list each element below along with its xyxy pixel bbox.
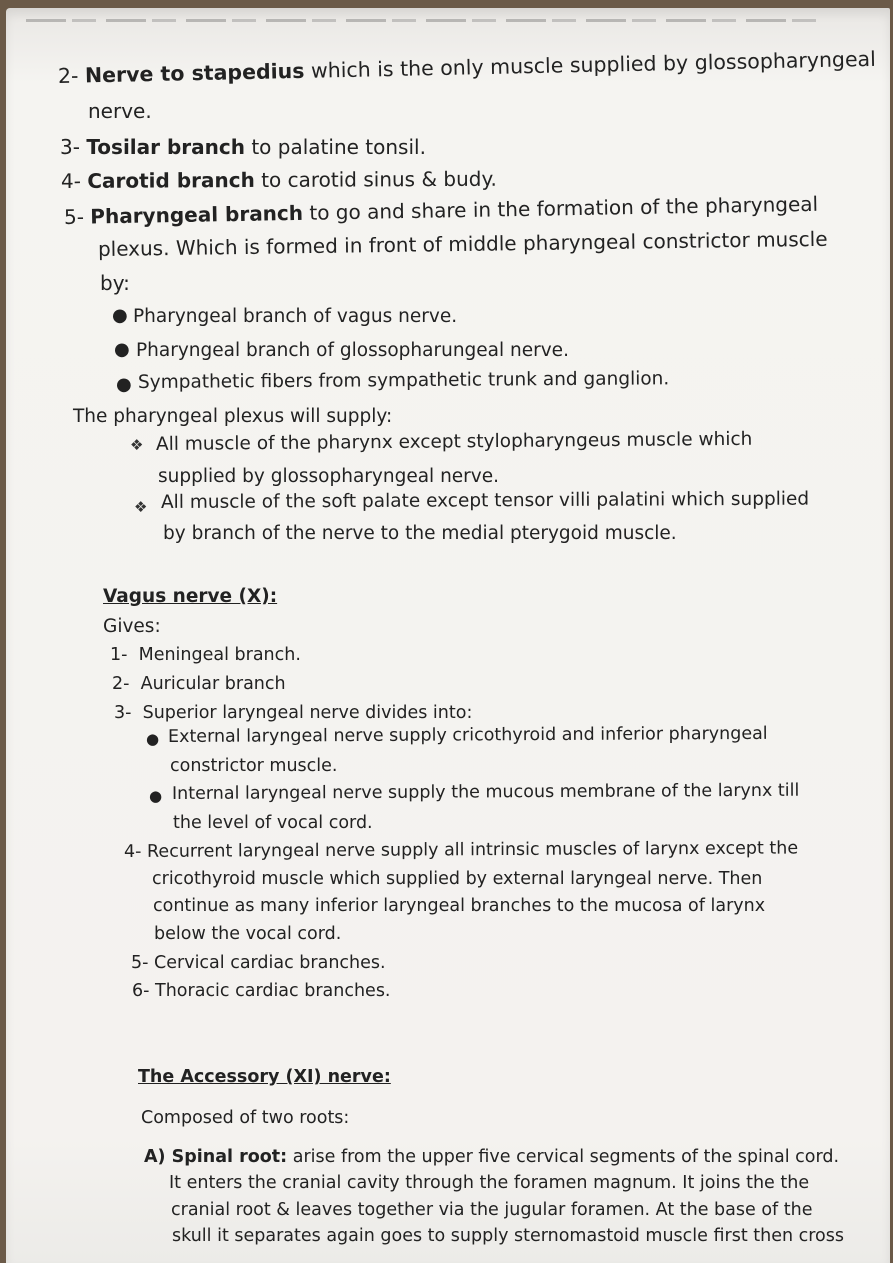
gp-item-4: 4- Carotid branch to carotid sinus & budy. <box>60 166 497 193</box>
plexus-supply-heading: The pharyngeal plexus will supply: <box>73 406 393 427</box>
accessory-heading: The Accessory (XI) nerve: <box>138 1067 391 1087</box>
gp-item-5: 5- Pharyngeal branch to go and share in the formation of the pharyngeal <box>63 191 819 229</box>
spinal-root-line-3: cranial root & leaves together via the jugular foramen. At the base of the <box>171 1200 813 1220</box>
vagus-item-4: 4- Recurrent laryngeal nerve supply all intrinsic muscles of larynx except the <box>123 838 799 862</box>
plexus-supply-1-cont: supplied by glossopharyngeal nerve. <box>158 466 499 487</box>
vagus-heading: Vagus nerve (X): <box>103 586 278 607</box>
vagus-item-5: 5- Cervical cardiac branches. <box>131 953 386 973</box>
vagus-item-6: 6- Thoracic cardiac branches. <box>132 981 391 1001</box>
scanned-page <box>6 8 890 1263</box>
spinal-root-line-2: It enters the cranial cavity through the foramen magnum. It joins the the <box>169 1173 810 1193</box>
vagus-sub-2-cont: the level of vocal cord. <box>173 813 373 833</box>
plexus-bullet-1: Pharyngeal branch of vagus nerve. <box>133 306 458 327</box>
vagus-item-4-cont3: below the vocal cord. <box>154 924 342 944</box>
vagus-gives: Gives: <box>103 616 161 637</box>
plexus-supply-2-cont: by branch of the nerve to the medial pterygoid muscle. <box>163 523 677 544</box>
accessory-composed: Composed of two roots: <box>141 1108 350 1128</box>
page-top-edge <box>26 19 826 22</box>
diamond-bullet-icon: ❖ <box>134 498 148 516</box>
bullet-icon: ● <box>116 374 132 395</box>
plexus-bullet-2: Pharyngeal branch of glossopharungeal nerve. <box>136 340 569 361</box>
plexus-supply-2: All muscle of the soft palate except tensor villi palatini which supplied <box>160 488 810 513</box>
spinal-root-line-4: skull it separates again goes to supply sternomastoid muscle first then cross <box>172 1226 844 1246</box>
bullet-icon: ● <box>146 730 160 748</box>
bullet-icon: ● <box>114 339 130 360</box>
gp-item-5-cont2: by: <box>100 271 130 295</box>
vagus-item-2: 2- Auricular branch <box>112 674 286 694</box>
gp-item-2-cont: nerve. <box>88 99 152 123</box>
vagus-sub-2: Internal laryngeal nerve supply the mucous membrane of the larynx till <box>171 780 800 804</box>
vagus-item-3: 3- Superior laryngeal nerve divides into: <box>114 703 473 723</box>
bullet-icon: ● <box>112 305 128 326</box>
plexus-bullet-3: Sympathetic fibers from sympathetic trunk and ganglion. <box>137 368 670 393</box>
bullet-icon: ● <box>149 787 163 805</box>
gp-item-5-cont1: plexus. Which is formed in front of middle pharyngeal constrictor muscle <box>97 226 828 261</box>
vagus-sub-1: External laryngeal nerve supply cricothyroid and inferior pharyngeal <box>167 723 768 747</box>
diamond-bullet-icon: ❖ <box>130 436 144 454</box>
spinal-root-line-1: A) Spinal root: arise from the upper five cervical segments of the spinal cord. <box>144 1147 840 1167</box>
vagus-sub-1-cont: constrictor muscle. <box>170 756 338 776</box>
vagus-item-1: 1- Meningeal branch. <box>110 645 301 665</box>
plexus-supply-1: All muscle of the pharynx except stylopharyngeus muscle which <box>155 428 753 455</box>
gp-item-3: 3- Tosilar branch to palatine tonsil. <box>60 135 426 159</box>
vagus-item-4-cont1: cricothyroid muscle which supplied by external laryngeal nerve. Then <box>152 869 763 889</box>
vagus-item-4-cont2: continue as many inferior laryngeal branches to the mucosa of larynx <box>153 896 766 916</box>
gp-item-2: 2- Nerve to stapedius which is the only muscle supplied by glossopharyngeal <box>57 46 877 88</box>
